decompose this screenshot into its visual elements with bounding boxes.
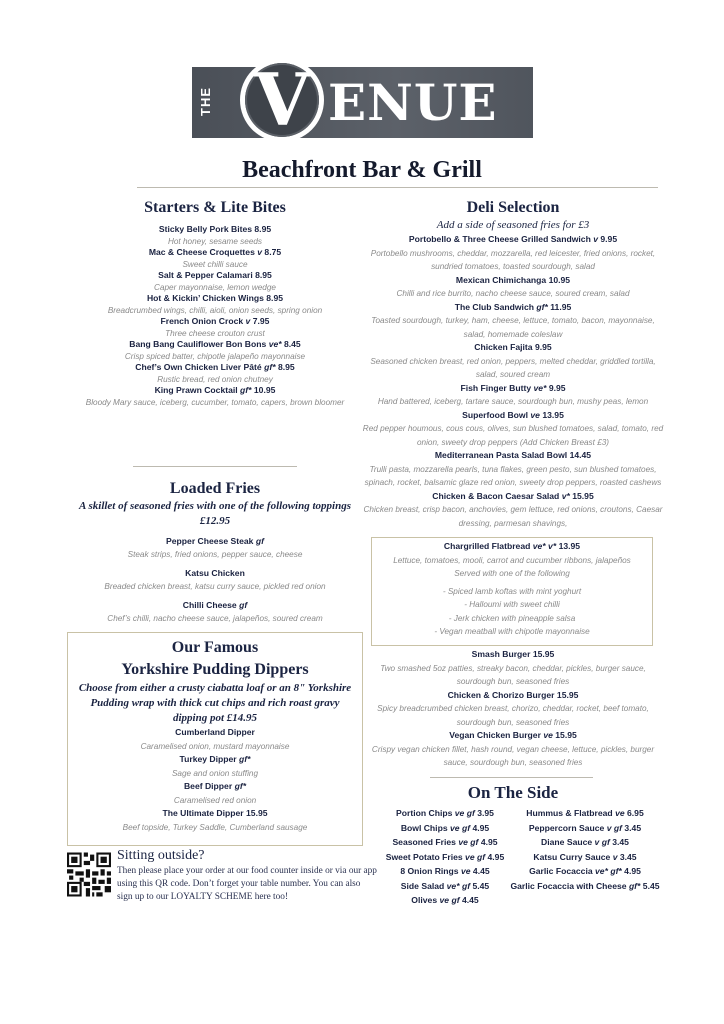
menu-item xyxy=(505,835,665,850)
flatbread-option: - Vegan meatball with chipotle mayonnaise xyxy=(434,627,590,636)
menu-item-heading xyxy=(375,806,515,821)
menu-item xyxy=(362,409,664,450)
menu-item-price: 5.45 xyxy=(642,880,660,891)
starters-list xyxy=(65,224,365,408)
menu-item-price: 9.95 xyxy=(534,342,552,352)
menu-item-heading xyxy=(65,247,365,259)
menu-item-heading xyxy=(65,293,365,305)
menu-item-name: Pepper Cheese Steak xyxy=(166,536,254,546)
dietary-tag: ve xyxy=(460,866,471,876)
dietary-tag: gf xyxy=(255,536,264,546)
menu-item xyxy=(362,274,664,301)
menu-item-name: Katsu Chicken xyxy=(185,568,245,578)
menu-item-price: 6.95 xyxy=(627,808,644,818)
menu-item-heading xyxy=(362,409,664,423)
menu-item xyxy=(65,224,365,247)
menu-item-heading xyxy=(505,806,665,821)
menu-item-heading xyxy=(505,864,665,879)
sides-left-column xyxy=(375,806,515,908)
menu-item xyxy=(65,385,365,408)
dietary-tag: ve gf xyxy=(439,895,460,905)
sides-right-list xyxy=(505,806,665,893)
logo-enue-text: ENUE xyxy=(328,73,498,132)
menu-item-price: 9.95 xyxy=(548,382,566,393)
dietary-tag: v gf xyxy=(594,837,610,847)
loaded-fries-intro: A skillet of seasoned fries with one of the following toppings £12.95 xyxy=(79,500,351,527)
menu-item xyxy=(375,835,515,850)
menu-item-heading xyxy=(364,729,662,743)
menu-item xyxy=(65,316,365,339)
flatbread-option: - Halloumi with sweet chilli xyxy=(464,600,560,609)
menu-item xyxy=(375,806,515,821)
dippers-intro: Choose from either a crusty ciabatta loaf or an 8" Yorkshire Pudding wrap with thick cut chips and rich roast gravy dipping pot £14.95 xyxy=(78,682,352,724)
menu-item-name: Mediterranean Pasta Salad Bowl xyxy=(434,450,568,460)
flatbread-name xyxy=(372,540,652,554)
menu-item-price: 4.45 xyxy=(472,866,490,876)
menu-item-price: 11.95 xyxy=(550,301,572,312)
menu-item-price: 10.95 xyxy=(253,385,276,395)
menu-item xyxy=(375,864,515,879)
menu-item-name: Chilli Cheese xyxy=(182,600,237,610)
menu-item-heading xyxy=(75,535,355,548)
menu-item-price: 8.95 xyxy=(266,293,284,303)
menu-item-description: Sage and onion stuffing xyxy=(171,768,259,778)
menu-item-heading xyxy=(505,879,665,894)
menu-item-price: 14.45 xyxy=(569,450,592,460)
menu-item-description: Breadcrumbed wings, chilli, aioli, onion seeds, spring onion xyxy=(107,305,323,315)
dietary-tag: gf* xyxy=(536,301,548,312)
menu-item-heading xyxy=(68,726,362,740)
menu-item-name: Mexican Chimichanga xyxy=(455,274,547,285)
menu-item-price: 3.95 xyxy=(477,808,494,818)
menu-item-description: Beef topside, Turkey Saddle, Cumberland sausage xyxy=(122,822,308,832)
qr-title: Sitting outside? xyxy=(117,848,205,863)
menu-item xyxy=(75,567,355,593)
menu-item-name: Sticky Belly Pork Bites xyxy=(158,224,253,234)
menu-item-description: Trulli pasta, mozzarella pearls, tuna flakes, green pesto, sun blushed tomatoes, spinach, rocket, balsamic glaze red onion, sweety drop peppers, roasted cashews xyxy=(364,464,662,487)
menu-item-heading xyxy=(75,567,355,580)
menu-item-heading xyxy=(364,648,662,662)
menu-item xyxy=(68,753,362,780)
menu-item-description: Steak strips, fried onions, pepper sauce, cheese xyxy=(127,550,303,559)
menu-item-description: Crispy vegan chicken fillet, hash round, vegan cheese, lettuce, pickles, burger sauce, sourdough bun, seasoned fries xyxy=(371,744,655,767)
menu-item xyxy=(65,247,365,270)
dietary-tag: v xyxy=(612,851,618,862)
starters-divider xyxy=(133,466,297,467)
menu-item-description: Bloody Mary sauce, iceberg, cucumber, tomato, capers, brown bloomer xyxy=(85,397,345,407)
menu-item xyxy=(65,293,365,316)
menu-item xyxy=(505,850,665,865)
dietary-tag: ve gf xyxy=(458,837,479,847)
menu-item xyxy=(362,233,664,274)
dietary-tag: ve* gf* xyxy=(595,866,622,876)
menu-item-name: Bang Bang Cauliflower Bon Bons xyxy=(129,339,267,349)
menu-item-price: 13.95 xyxy=(542,409,564,420)
dietary-tag: gf xyxy=(239,600,248,610)
menu-item-description: Three cheese crouton crust xyxy=(165,328,265,338)
menu-item-heading xyxy=(362,301,664,315)
menu-item-name: Olives xyxy=(411,895,438,905)
menu-item-price: 4.95 xyxy=(487,851,505,862)
menu-item-price: 4.45 xyxy=(461,895,479,905)
menu-item xyxy=(362,382,664,409)
dietary-tag: gf* xyxy=(234,781,247,791)
menu-item-heading xyxy=(375,879,515,894)
menu-item-description: Seasoned chicken breast, red onion, peppers, melted cheddar, griddled tortilla, salad, soured cream xyxy=(370,356,656,379)
dietary-tag: ve* xyxy=(268,339,282,349)
menu-item-name: Fish Finger Butty xyxy=(460,382,532,393)
menu-item-name: Garlic Focaccia xyxy=(529,866,593,876)
starters-title: Starters & Lite Bites xyxy=(144,199,286,216)
logo-v-letter: V xyxy=(254,57,310,142)
menu-item-name: Mac & Cheese Croquettes xyxy=(148,247,255,257)
menu-item-description: Sweet chilli sauce xyxy=(182,259,248,269)
menu-item-description: Chilli and rice burrito, nacho cheese sauce, soured cream, salad xyxy=(396,289,630,298)
qr-code-icon[interactable] xyxy=(67,852,111,897)
menu-item xyxy=(75,535,355,561)
menu-item xyxy=(505,821,665,836)
menu-item-name: Salt & Pepper Calamari xyxy=(158,270,253,280)
menu-item-name: Katsu Curry Sauce xyxy=(533,851,611,862)
dippers-title-line1: Our Famous xyxy=(171,639,259,656)
menu-item xyxy=(68,726,362,753)
flatbread-title: Chargrilled Flatbread xyxy=(443,541,531,551)
dippers-box xyxy=(67,632,363,846)
menu-item xyxy=(375,850,515,865)
flatbread-dietary-tag: ve* v* xyxy=(532,541,557,551)
menu-item-name: Hot & Kickin’ Chicken Wings xyxy=(146,293,264,303)
menu-item xyxy=(505,806,665,821)
menu-item xyxy=(364,648,662,689)
menu-item-heading xyxy=(375,850,515,865)
menu-item-name: Bowl Chips xyxy=(400,822,448,833)
menu-item-name: Chicken & Chorizo Burger xyxy=(447,689,555,700)
menu-item-heading xyxy=(65,224,365,236)
menu-item-description: Portobello mushrooms, cheddar, mozzarella, red leicester, fried onions, rocket, sundried tomatoes, toasted sourdough, salad xyxy=(370,248,656,271)
menu-item-name: Side Salad xyxy=(400,880,445,891)
menu-item-price: 15.95 xyxy=(556,689,579,700)
menu-item xyxy=(68,807,362,834)
menu-item-name: Turkey Dipper xyxy=(179,754,237,764)
dippers-title-line2: Yorkshire Pudding Dippers xyxy=(121,661,309,678)
dietary-tag: ve gf xyxy=(454,808,475,818)
menu-item xyxy=(362,341,664,382)
menu-item-heading xyxy=(65,339,365,351)
dietary-tag: ve* xyxy=(533,382,547,393)
menu-item-price: 15.95 xyxy=(532,649,555,659)
flatbread-served: Served with one of the following xyxy=(454,569,570,578)
menu-item-heading xyxy=(68,807,362,821)
loaded-fries-list xyxy=(75,535,355,625)
dietary-tag: ve gf xyxy=(465,851,486,862)
venue-subtitle: Beachfront Bar & Grill xyxy=(242,157,482,183)
menu-item-name: Chicken & Bacon Caesar Salad xyxy=(432,490,560,501)
menu-item-heading xyxy=(375,893,515,908)
menu-item xyxy=(362,301,664,342)
flatbread-desc: Lettuce, tomatoes, mooli, carrot and cucumber ribbons, jalapeños xyxy=(393,555,631,565)
menu-item xyxy=(375,821,515,836)
menu-item-name: Superfood Bowl xyxy=(462,409,529,420)
menu-item-name: Cumberland Dipper xyxy=(175,727,255,737)
loaded-fries-section xyxy=(75,479,355,631)
menu-item-heading xyxy=(68,780,362,794)
menu-item-price: 3.45 xyxy=(619,851,637,862)
menu-item-price: 3.45 xyxy=(624,822,642,833)
menu-item-price: 4.95 xyxy=(480,837,498,847)
menu-item-price: 7.95 xyxy=(252,316,270,326)
menu-item-heading xyxy=(68,753,362,767)
menu-item xyxy=(505,864,665,879)
menu-item-heading xyxy=(362,490,664,504)
menu-item xyxy=(505,879,665,894)
menu-item-heading xyxy=(375,821,515,836)
menu-item xyxy=(65,362,365,385)
menu-item-heading xyxy=(75,599,355,612)
logo-the-text: THE xyxy=(198,87,213,117)
menu-item xyxy=(362,449,664,490)
menu-item-price: 15.95 xyxy=(246,808,268,818)
menu-item-name: Portion Chips xyxy=(396,808,453,818)
menu-item xyxy=(75,599,355,625)
starters-section xyxy=(65,198,365,408)
menu-item xyxy=(375,879,515,894)
dietary-tag: ve xyxy=(615,808,625,818)
burgers-list xyxy=(364,648,662,770)
menu-item-name: French Onion Crock xyxy=(160,316,244,326)
menu-item-heading xyxy=(362,341,664,355)
flatbread-option: - Spiced lamb koftas with mint yoghurt xyxy=(442,586,582,596)
menu-item xyxy=(65,270,365,293)
menu-item-price: 15.95 xyxy=(572,490,594,501)
menu-item xyxy=(65,339,365,362)
menu-item-description: Toasted sourdough, turkey, ham, cheese, lettuce, tomato, bacon, mayonnaise, salad, homemade coleslaw xyxy=(371,316,655,339)
menu-item xyxy=(364,729,662,770)
dietary-tag: gf* xyxy=(239,754,251,764)
menu-item-name: The Club Sandwich xyxy=(454,301,534,312)
menu-item-heading xyxy=(65,316,365,328)
sides-left-list xyxy=(375,806,515,908)
menu-item-description: Rustic bread, red onion chutney xyxy=(157,374,273,384)
dippers-list xyxy=(68,726,362,834)
menu-item-heading xyxy=(65,362,365,374)
dietary-tag: v xyxy=(257,247,263,257)
menu-item-heading xyxy=(65,270,365,282)
menu-item-heading xyxy=(362,449,664,463)
menu-item-name: Diane Sauce xyxy=(541,837,593,847)
dietary-tag: ve gf xyxy=(450,822,471,833)
menu-item-description: Hand battered, iceberg, tartare sauce, sourdough bun, mushy peas, lemon xyxy=(377,397,649,406)
menu-item-name: Chef’s Own Chicken Liver Pâté xyxy=(135,362,262,372)
menu-item-name: Vegan Chicken Burger xyxy=(449,730,541,740)
menu-item-price: 9.95 xyxy=(600,234,618,244)
burgers-section xyxy=(364,648,662,770)
menu-item-description: Caramelised red onion xyxy=(173,795,257,805)
dietary-tag: v xyxy=(245,316,251,326)
menu-item-name: Seasoned Fries xyxy=(392,837,456,847)
menu-item-price: 3.45 xyxy=(612,837,629,847)
menu-item-description: Hot honey, sesame seeds xyxy=(167,236,263,246)
menu-item-description: Breaded chicken breast, katsu curry sauce, pickled red onion xyxy=(104,582,326,591)
deli-subtitle: Add a side of seasoned fries for £3 xyxy=(436,219,590,231)
dietary-tag: ve xyxy=(543,730,553,740)
flatbread-option: - Jerk chicken with pineapple salsa xyxy=(448,613,576,623)
flatbread-box xyxy=(371,537,653,646)
burgers-divider xyxy=(430,777,593,778)
qr-text: Then please place your order at our food counter inside or via our app using this QR code. Don’t forget your table number. You can also sign up to our LOYALTY SCHEME here too! xyxy=(117,866,377,903)
menu-item-name: King Prawn Cocktail xyxy=(154,385,238,395)
sides-right-column xyxy=(505,806,665,893)
menu-item-price: 5.45 xyxy=(472,880,490,891)
menu-item-description: Chicken breast, crisp bacon, anchovies, gem lettuce, red onions, croutons, Caesar dressing, parmesan shavings, xyxy=(363,505,663,528)
menu-item-name: Garlic Focaccia with Cheese xyxy=(510,880,627,891)
menu-item-description: Two smashed 5oz patties, streaky bacon, cheddar, pickles, burger sauce, sourdough bun, seasoned fries xyxy=(380,663,646,686)
dietary-tag: v gf xyxy=(606,822,622,833)
menu-item-description: Spicy breadcrumbed chicken breast, chorizo, cheddar, rocket, beef tomato, sourdough bun, seasoned fries xyxy=(377,704,649,727)
deli-list xyxy=(362,233,664,530)
menu-item-price: 4.95 xyxy=(472,822,490,833)
menu-item-heading xyxy=(364,689,662,703)
menu-item-price: 8.95 xyxy=(254,224,272,234)
menu-item xyxy=(364,689,662,730)
menu-item-name: Portobello & Three Cheese Grilled Sandwich xyxy=(408,234,591,244)
menu-item-name: Beef Dipper xyxy=(183,781,233,791)
menu-item-heading xyxy=(362,274,664,288)
menu-item-price: 10.95 xyxy=(548,274,571,285)
menu-item-name: The Ultimate Dipper xyxy=(162,808,244,818)
menu-item-description: Caper mayonnaise, lemon wedge xyxy=(154,282,276,292)
menu-item-heading xyxy=(505,835,665,850)
flatbread-price: 13.95 xyxy=(558,541,581,551)
menu-item-price: 15.95 xyxy=(555,730,577,740)
menu-item-heading xyxy=(505,850,665,865)
loaded-fries-title: Loaded Fries xyxy=(169,480,261,497)
menu-item-name: Chicken Fajita xyxy=(474,342,533,352)
sides-title: On The Side xyxy=(467,783,559,802)
dietary-tag: gf* xyxy=(240,385,252,395)
menu-item-price: 4.95 xyxy=(624,866,641,876)
dietary-tag: ve* gf xyxy=(446,880,471,891)
header-divider xyxy=(137,187,658,188)
menu-item-description: Caramelised onion, mustard mayonnaise xyxy=(140,741,290,751)
menu-item-heading xyxy=(65,385,365,397)
menu-item-name: Peppercorn Sauce xyxy=(528,822,605,833)
menu-item-price: 8.45 xyxy=(283,339,301,349)
menu-item xyxy=(375,893,515,908)
menu-item-name: 8 Onion Rings xyxy=(400,866,459,876)
menu-item-description: Chef’s chilli, nacho cheese sauce, jalapeños, soured cream xyxy=(107,614,323,623)
menu-item-heading xyxy=(505,821,665,836)
menu-item-price: 8.75 xyxy=(264,247,282,257)
menu-item-heading xyxy=(375,835,515,850)
menu-item-name: Sweet Potato Fries xyxy=(385,851,463,862)
menu-item-description: Red pepper houmous, cous cous, olives, sun blushed tomatoes, salad, tomato, red onion, sweety drop peppers (Add Chicken Breast £3) xyxy=(362,424,664,447)
menu-item-name: Smash Burger xyxy=(471,649,531,659)
dietary-tag: gf* xyxy=(264,362,276,372)
menu-item xyxy=(362,490,664,531)
dietary-tag: v xyxy=(593,234,598,244)
menu-item-description: Crisp spiced batter, chipotle jalapeño mayonnaise xyxy=(124,351,306,361)
dietary-tag: gf* xyxy=(628,880,641,891)
menu-item-name: Hummus & Flatbread xyxy=(526,808,613,818)
dietary-tag: v* xyxy=(561,490,570,501)
dietary-tag: ve xyxy=(530,409,540,420)
menu-item-price: 8.95 xyxy=(277,362,295,372)
deli-title: Deli Selection xyxy=(466,199,560,216)
deli-section xyxy=(362,198,664,530)
menu-item-heading xyxy=(362,382,664,396)
menu-item xyxy=(68,780,362,807)
menu-item-heading xyxy=(375,864,515,879)
menu-item-heading xyxy=(362,233,664,247)
menu-item-price: 8.95 xyxy=(255,270,272,280)
